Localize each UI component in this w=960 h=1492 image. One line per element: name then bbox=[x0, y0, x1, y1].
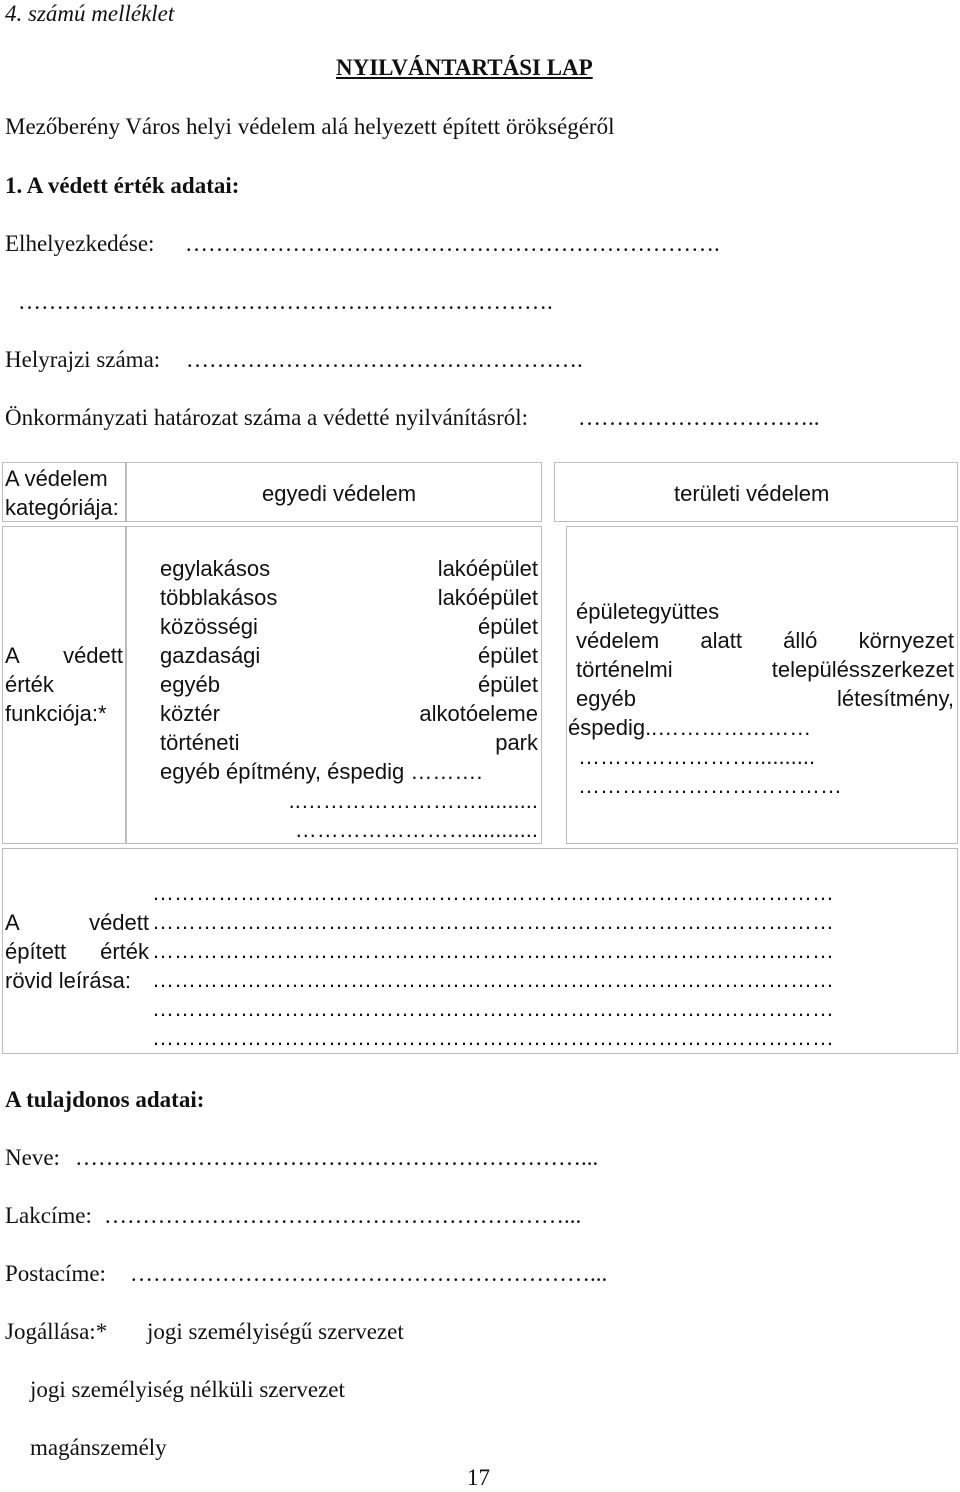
owner-address-label: Lakcíme: bbox=[5, 1203, 92, 1228]
owner-name-label: Neve: bbox=[5, 1145, 60, 1170]
description-line[interactable]: ………………………………………………………………………………… bbox=[152, 967, 834, 992]
page-subtitle: Mezőberény Város helyi védelem alá helyezett épített örökségéről bbox=[5, 114, 615, 139]
function-area-protected-environment[interactable]: védelem alatt álló környezet bbox=[576, 628, 954, 653]
decision-label: Önkormányzati határozat száma a védetté nyilvánításról: bbox=[5, 405, 529, 430]
owner-postal-field[interactable]: ……………………………………………………... bbox=[130, 1261, 608, 1286]
function-label bbox=[5, 641, 123, 728]
description-line[interactable]: ………………………………………………………………………………… bbox=[152, 909, 834, 934]
function-label-word-protected: védett bbox=[63, 643, 123, 668]
function-area-other-facility[interactable]: egyéb létesítmény, bbox=[576, 686, 954, 711]
section1-heading: 1. A védett érték adatai: bbox=[5, 173, 240, 198]
decision-field[interactable]: ………………………….. bbox=[578, 405, 820, 430]
legal-option-non-legal-entity[interactable]: jogi személyiség nélküli szervezet bbox=[30, 1377, 345, 1402]
function-item[interactable]: egylakásos lakóépület bbox=[160, 556, 538, 581]
description-line[interactable]: ………………………………………………………………………………… bbox=[152, 1025, 834, 1050]
owner-name-field[interactable]: …………………………………………………………... bbox=[75, 1145, 599, 1170]
description-line[interactable]: ………………………………………………………………………………… bbox=[152, 938, 834, 963]
category-label-line1: A védelem bbox=[5, 466, 108, 491]
function-other-field-line2[interactable]: ……………………........... bbox=[294, 817, 538, 842]
location-field-line1[interactable]: ……………………………………………………………. bbox=[185, 231, 720, 256]
owner-address-field[interactable]: ……………………………………………………... bbox=[104, 1203, 582, 1228]
owner-postal-label: Postacíme: bbox=[5, 1261, 106, 1286]
page-number: 17 bbox=[467, 1465, 490, 1490]
function-individual-list bbox=[160, 554, 538, 844]
category-label-line2: kategóriája: bbox=[5, 495, 119, 520]
function-area-list bbox=[568, 597, 954, 800]
function-label-line2: érték bbox=[5, 672, 54, 697]
function-area-field-line2[interactable]: ……………………………… bbox=[578, 773, 842, 798]
function-item[interactable]: történeti park bbox=[160, 730, 538, 755]
page-title: NYILVÁNTARTÁSI LAP bbox=[336, 55, 593, 80]
owner-heading: A tulajdonos adatai: bbox=[5, 1087, 205, 1112]
function-item[interactable]: gazdasági épület bbox=[160, 643, 538, 668]
appendix-label: 4. számú melléklet bbox=[5, 1, 175, 26]
location-label: Elhelyezkedése: bbox=[5, 231, 155, 256]
parcel-label: Helyrajzi száma: bbox=[5, 347, 161, 372]
description-field[interactable] bbox=[152, 878, 932, 1052]
function-label-line3: funkciója:* bbox=[5, 701, 107, 726]
function-area-ensemble[interactable]: épületegyüttes bbox=[576, 599, 720, 624]
description-line[interactable]: ………………………………………………………………………………… bbox=[152, 880, 834, 905]
description-line[interactable]: ………………………………………………………………………………… bbox=[152, 996, 834, 1021]
category-area-option[interactable]: területi védelem bbox=[674, 481, 830, 506]
function-area-historic-structure[interactable]: történelmi településszerkezet bbox=[576, 657, 954, 682]
function-item[interactable]: többlakásos lakóépület bbox=[160, 585, 538, 610]
function-area-namely[interactable]: éspedig..………………… bbox=[568, 715, 812, 740]
legal-option-legal-entity[interactable]: jogi személyiségű szervezet bbox=[147, 1319, 404, 1344]
location-field-line2[interactable]: ……………………………………………………………. bbox=[18, 289, 553, 314]
function-item-other[interactable]: egyéb építmény, éspedig ………. bbox=[160, 759, 483, 784]
function-area-field-line1[interactable]: …………………….......... bbox=[578, 744, 816, 769]
function-item[interactable]: közösségi épület bbox=[160, 614, 538, 639]
function-item[interactable]: köztér alkotóeleme bbox=[160, 701, 538, 726]
parcel-field[interactable]: ……………………………………………. bbox=[186, 347, 583, 372]
legal-status-label: Jogállása:* bbox=[5, 1319, 108, 1344]
function-label-word-a: A bbox=[5, 643, 20, 668]
category-individual-option[interactable]: egyedi védelem bbox=[262, 481, 417, 506]
description-label: A védett épített érték rövid leírása: bbox=[5, 910, 149, 993]
legal-option-private-person[interactable]: magánszemély bbox=[30, 1435, 167, 1460]
function-item[interactable]: egyéb épület bbox=[160, 672, 538, 697]
function-other-field-line1[interactable]: ..…………………….......... bbox=[288, 788, 538, 813]
